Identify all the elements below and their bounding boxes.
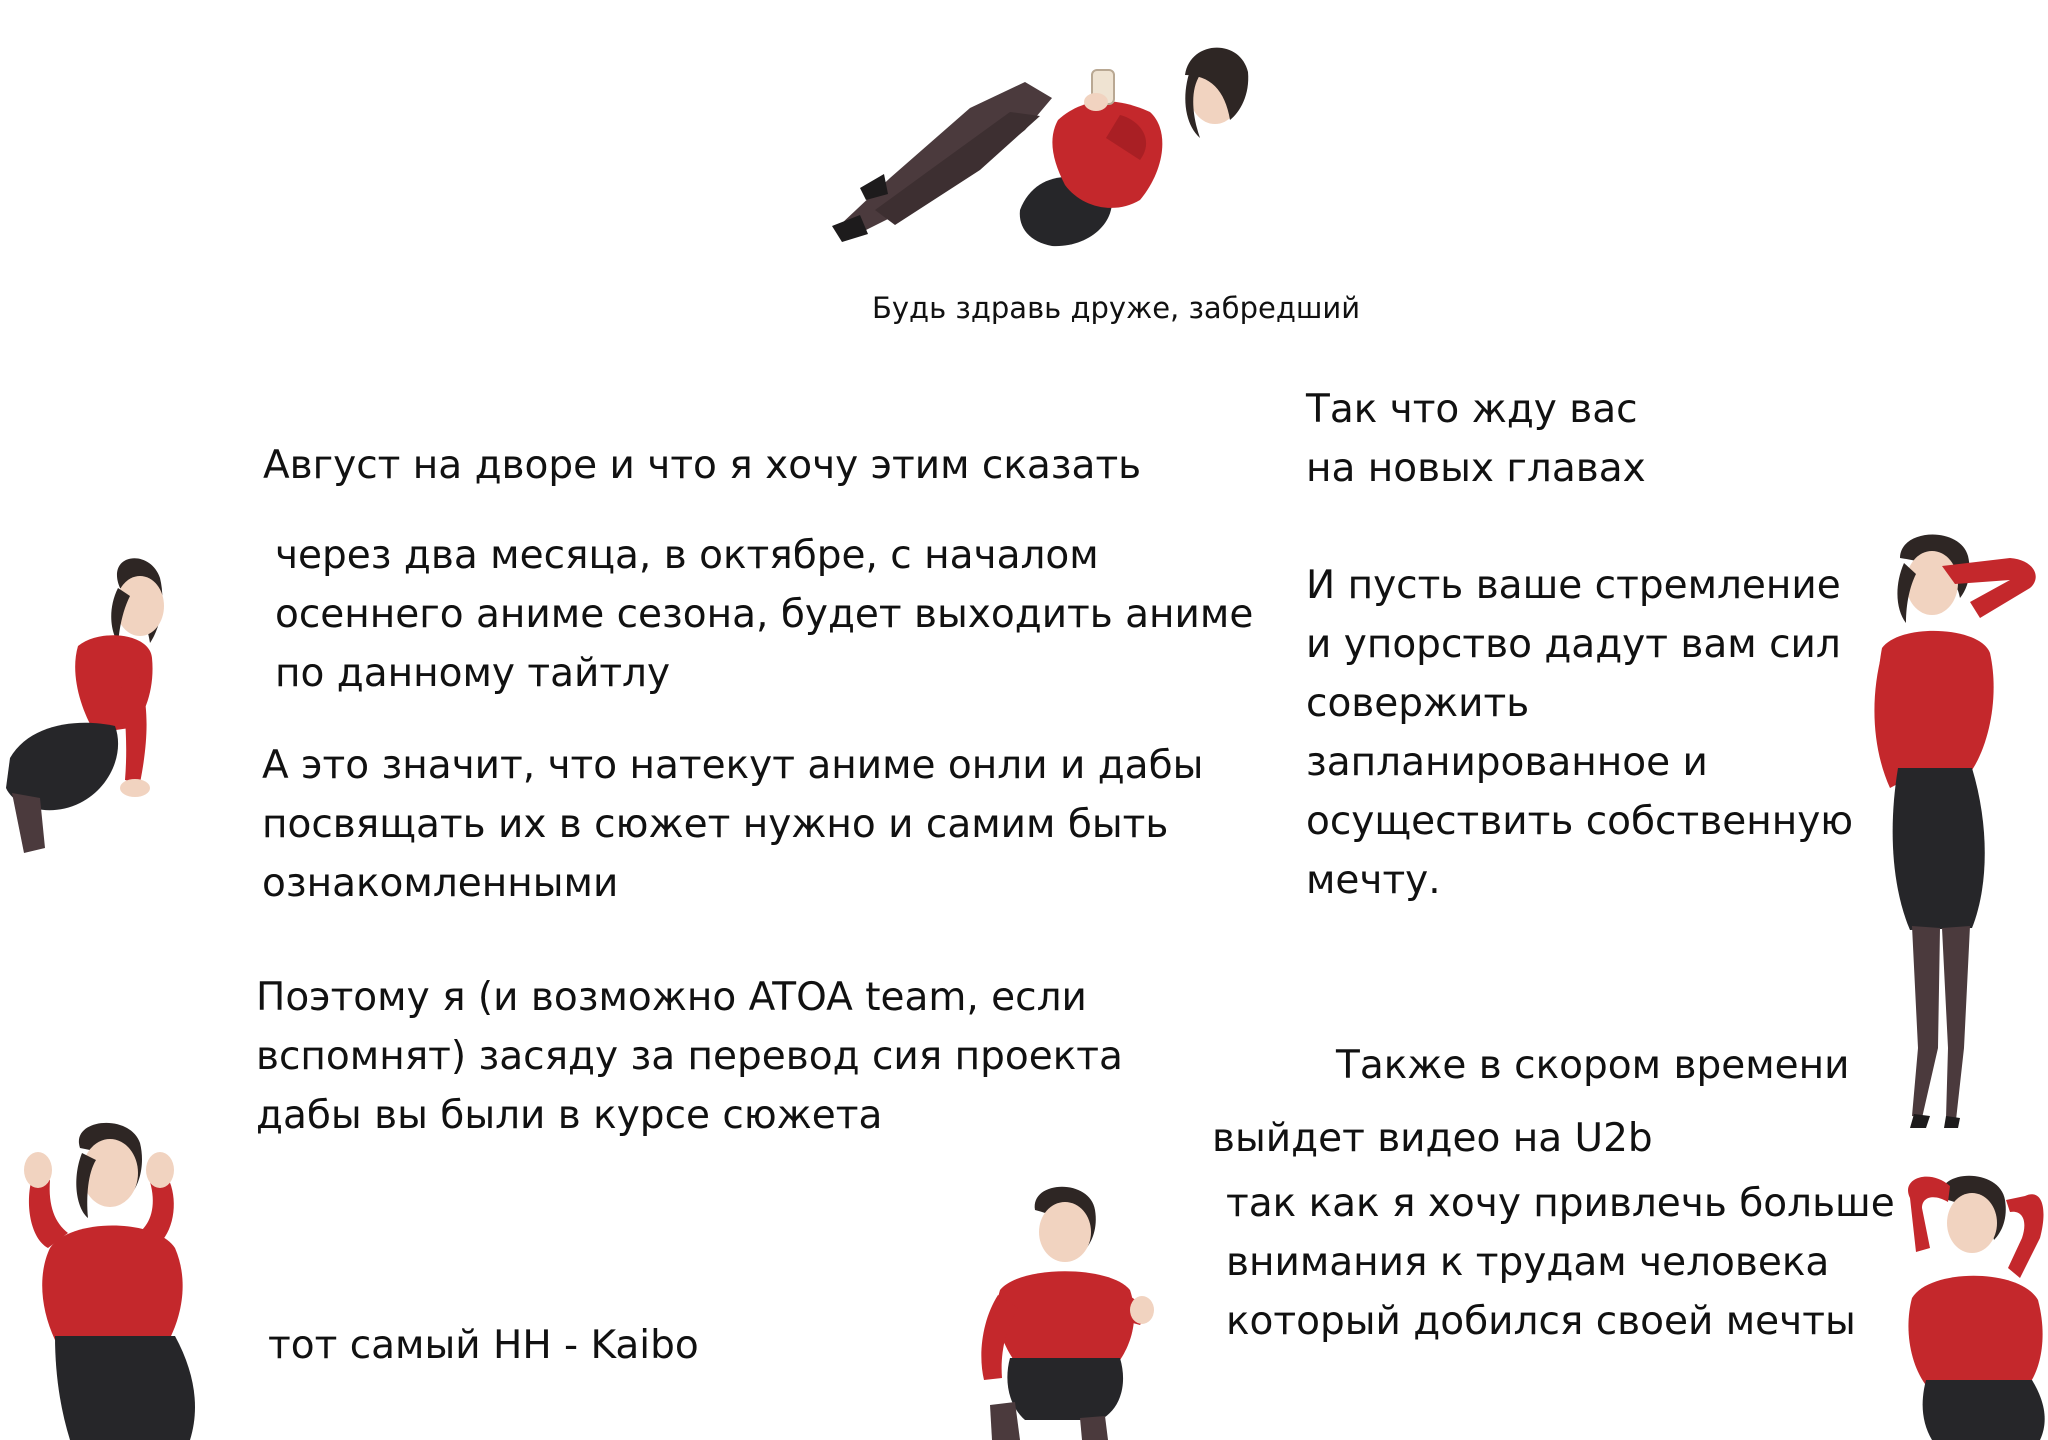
left-paragraph-2-line-3: по данному тайтлу (275, 651, 671, 696)
left-paragraph-4-line-2: вспомнят) засяду за перевод сия проекта (256, 1034, 1123, 1079)
left-paragraph-2-line-2: осеннего аниме сезона, будет выходить аниме (275, 592, 1254, 637)
bending-woman-illustration (970, 1180, 1155, 1440)
right-paragraph-2 (1306, 556, 1853, 910)
right-paragraph-2-line-3: совержить (1306, 681, 1530, 726)
right-paragraph-2-line-2: и упорство дадут вам сил (1306, 622, 1841, 667)
right-paragraph-2-line-5: осуществить собственную (1306, 799, 1854, 844)
left-paragraph-2-line-1: через два месяца, в октябре, с началом (275, 533, 1099, 578)
right-paragraph-3-line-2: выйдет видео на U2b (1212, 1116, 1653, 1161)
left-paragraph-2 (275, 526, 1253, 703)
right-paragraph-1 (1306, 380, 1646, 498)
reclining-woman-illustration (820, 20, 1250, 250)
right-paragraph-3 (1212, 1036, 1895, 1351)
right-paragraph-2-line-6: мечту. (1306, 858, 1441, 903)
left-paragraph-4 (256, 968, 1123, 1145)
waving-woman-illustration (10, 1108, 210, 1440)
left-paragraph-3-line-2: посвящать их в сюжет нужно и самим быть (262, 802, 1169, 847)
stretching-woman-illustration (1890, 1168, 2048, 1440)
right-paragraph-3-line-5: который добился своей мечты (1226, 1299, 1856, 1344)
signature-text: тот самый HH - Kaibo (268, 1323, 699, 1368)
left-paragraph-3-line-1: А это значит, что натекут аниме онли и дабы (262, 743, 1204, 788)
left-paragraph-3-line-3: ознакомленными (262, 861, 619, 906)
right-paragraph-3-line-4: внимания к трудам человека (1226, 1240, 1830, 1285)
left-paragraph-4-line-1: Поэтому я (и возможно ATOA team, если (256, 975, 1087, 1020)
greeting-text: Будь здравь друже, забредший (872, 291, 1361, 325)
left-paragraph-1: Август на дворе и что я хочу этим сказать (263, 443, 1142, 488)
right-paragraph-3-line-3: так как я хочу привлечь больше (1226, 1181, 1895, 1226)
right-paragraph-1-line-2: на новых главах (1306, 446, 1646, 491)
leaning-woman-illustration (0, 548, 170, 858)
right-paragraph-3-line-1: Также в скором времени (1336, 1043, 1850, 1088)
left-paragraph-4-line-3: дабы вы были в курсе сюжета (256, 1093, 883, 1138)
right-paragraph-2-line-4: запланированное и (1306, 740, 1708, 785)
right-paragraph-2-line-1: И пусть ваше стремление (1306, 563, 1841, 608)
left-paragraph-3 (262, 736, 1203, 913)
right-paragraph-1-line-1: Так что жду вас (1306, 387, 1638, 432)
